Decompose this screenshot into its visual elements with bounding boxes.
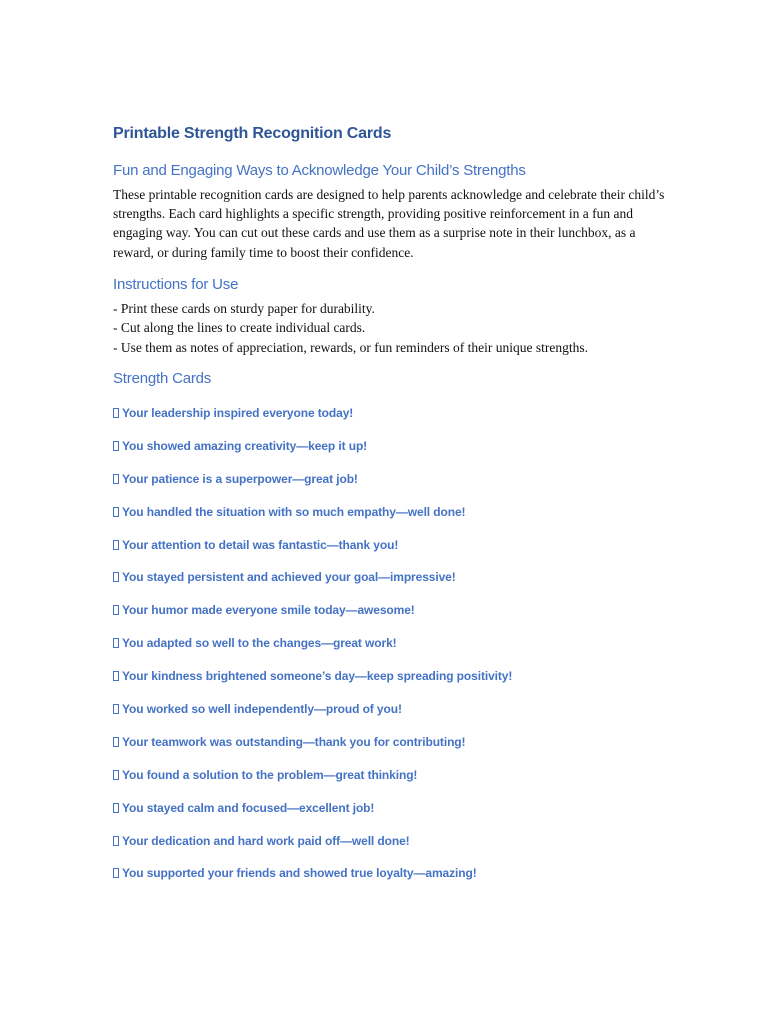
missing-glyph-box-icon (113, 704, 119, 714)
strength-card-text: Your kindness brightened someone’s day—keep spreading positivity! (122, 669, 513, 684)
strength-card-text: You found a solution to the problem—great thinking! (122, 767, 418, 782)
intro-paragraph: These printable recognition cards are designed to help parents acknowledge and celebrate their child’s strengths. Each card highlights a specific strength, providing positive reinforcement in a fun and engaging way. You can cut out these cards and use them as a surprise note in their lunchbox, as a reward, or during family time to boost their confidence. (113, 187, 665, 260)
strength-card-text: You worked so well independently—proud of you! (122, 702, 402, 717)
strength-card (113, 669, 512, 702)
missing-glyph-box-icon (113, 605, 119, 615)
strength-card-text: You showed amazing creativity—keep it up! (122, 438, 368, 453)
strength-card (113, 702, 512, 735)
missing-glyph-box-icon (113, 540, 119, 550)
strength-card (113, 570, 512, 603)
strength-card-text: You stayed persistent and achieved your goal—impressive! (122, 570, 456, 585)
strength-card (113, 538, 512, 571)
instruction-item: - Cut along the lines to create individual cards. (113, 320, 366, 336)
strength-card-text: Your dedication and hard work paid off—well done! (122, 833, 410, 848)
strength-card (113, 505, 512, 538)
document-subtitle: Fun and Engaging Ways to Acknowledge Your Child’s Strengths (113, 162, 526, 179)
strength-card-text: You stayed calm and focused—excellent job! (122, 800, 375, 815)
strength-card-text: You supported your friends and showed true loyalty—amazing! (122, 866, 477, 881)
strength-card (113, 406, 512, 439)
strength-card-text: Your patience is a superpower—great job! (122, 471, 358, 486)
instructions-list (113, 299, 588, 357)
missing-glyph-box-icon (113, 638, 119, 648)
missing-glyph-box-icon (113, 737, 119, 747)
instruction-item: - Use them as notes of appreciation, rewards, or fun reminders of their unique strengths. (113, 339, 588, 355)
missing-glyph-box-icon (113, 572, 119, 582)
missing-glyph-box-icon (113, 671, 119, 681)
strength-card (113, 801, 512, 834)
strength-card (113, 866, 512, 899)
strength-card (113, 636, 512, 669)
missing-glyph-box-icon (113, 770, 119, 780)
strength-card-text: You adapted so well to the changes—great work! (122, 636, 397, 651)
instruction-item: - Print these cards on sturdy paper for durability. (113, 301, 375, 316)
strength-card (113, 603, 512, 636)
missing-glyph-box-icon (113, 474, 119, 484)
strength-card (113, 834, 512, 867)
strength-card-text: Your humor made everyone smile today—awesome! (122, 603, 415, 618)
document-title: Printable Strength Recognition Cards (113, 125, 392, 142)
strength-cards-list (113, 406, 512, 899)
strength-card-text: Your leadership inspired everyone today! (122, 406, 354, 420)
strength-card-text: Your attention to detail was fantastic—thank you! (122, 537, 399, 552)
missing-glyph-box-icon (113, 836, 119, 846)
missing-glyph-box-icon (113, 441, 119, 451)
strength-card (113, 472, 512, 505)
instructions-heading: Instructions for Use (113, 276, 239, 293)
missing-glyph-box-icon (113, 868, 119, 878)
strength-card (113, 439, 512, 472)
missing-glyph-box-icon (113, 507, 119, 517)
strength-card-text: You handled the situation with so much empathy—well done! (122, 504, 466, 519)
strength-cards-heading: Strength Cards (113, 370, 212, 387)
missing-glyph-box-icon (113, 803, 119, 813)
missing-glyph-box-icon (113, 408, 119, 418)
strength-card (113, 735, 512, 768)
strength-card (113, 768, 512, 801)
strength-card-text: Your teamwork was outstanding—thank you for contributing! (122, 734, 466, 749)
